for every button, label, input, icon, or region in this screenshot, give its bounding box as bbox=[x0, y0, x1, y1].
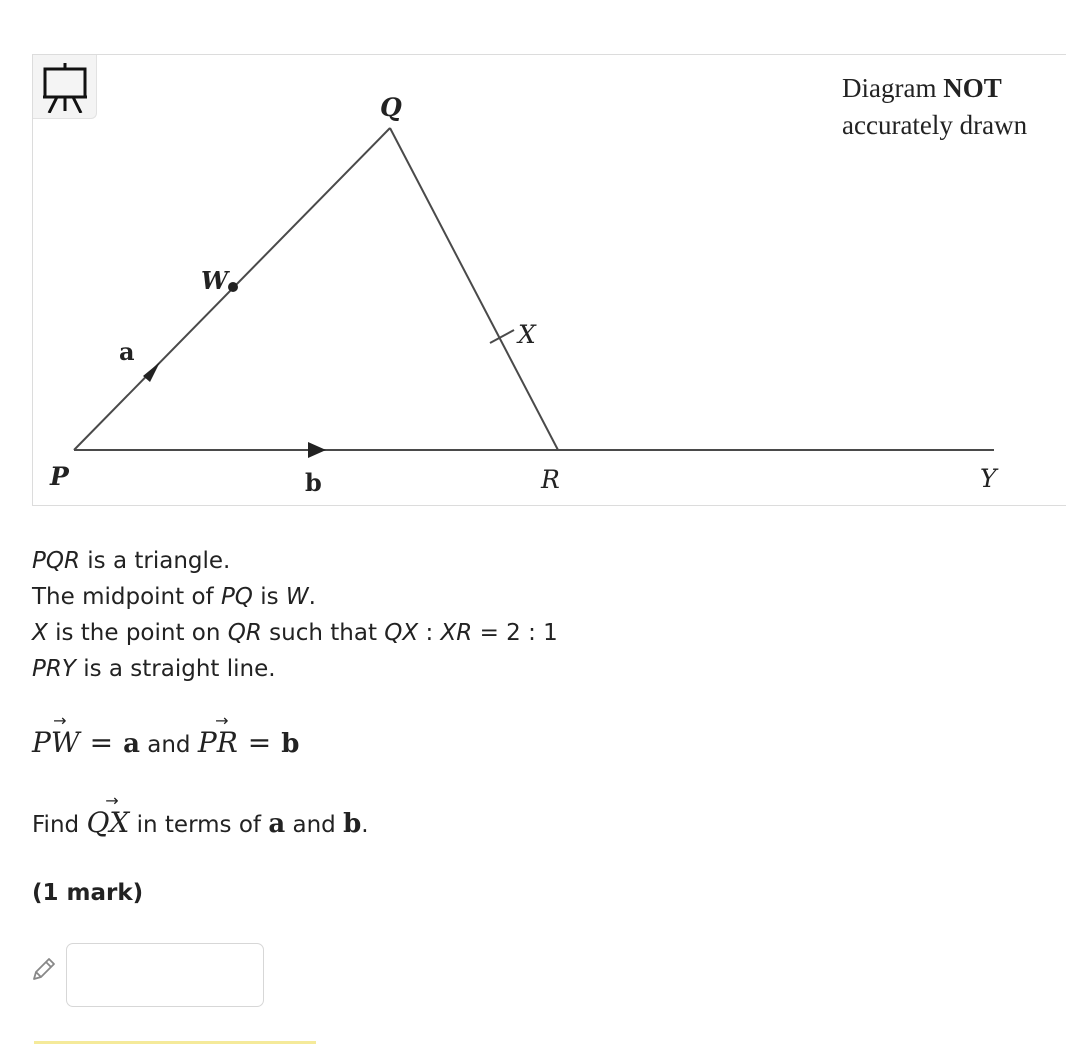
label-a: a bbox=[119, 337, 135, 366]
label-q: Q bbox=[380, 93, 402, 122]
label-w: W bbox=[201, 266, 228, 295]
vector-pr: → PR bbox=[197, 711, 238, 759]
answer-input[interactable] bbox=[66, 943, 264, 1007]
label-p: P bbox=[50, 462, 69, 491]
label-x: X bbox=[518, 320, 536, 349]
label-b: b bbox=[305, 468, 322, 497]
question-line-4: PRY is a straight line. bbox=[32, 656, 276, 682]
whiteboard-button[interactable] bbox=[33, 55, 97, 119]
question-line-1: PQR is a triangle. bbox=[32, 548, 231, 574]
vector-definitions: → PW = a and → PR = b bbox=[32, 711, 300, 759]
label-y: Y bbox=[980, 464, 997, 493]
question-line-3: X is the point on QR such that QX : XR = 2 : 1 bbox=[32, 620, 558, 646]
diagram-note: Diagram NOT accurately drawn bbox=[842, 73, 1028, 140]
vector-qx: → QX bbox=[86, 791, 130, 839]
point-w bbox=[228, 282, 238, 292]
marks-label: (1 mark) bbox=[32, 880, 144, 906]
label-r: R bbox=[541, 465, 560, 494]
arrow-a-icon bbox=[143, 362, 160, 382]
line-qr bbox=[390, 128, 558, 450]
vector-pw: → PW bbox=[32, 711, 80, 759]
arrow-b-icon bbox=[308, 442, 326, 458]
find-instruction: Find → QX in terms of a and b. bbox=[32, 791, 369, 839]
easel-icon bbox=[41, 61, 89, 113]
pencil-icon[interactable] bbox=[30, 955, 58, 983]
question-line-2: The midpoint of PQ is W. bbox=[32, 584, 316, 610]
